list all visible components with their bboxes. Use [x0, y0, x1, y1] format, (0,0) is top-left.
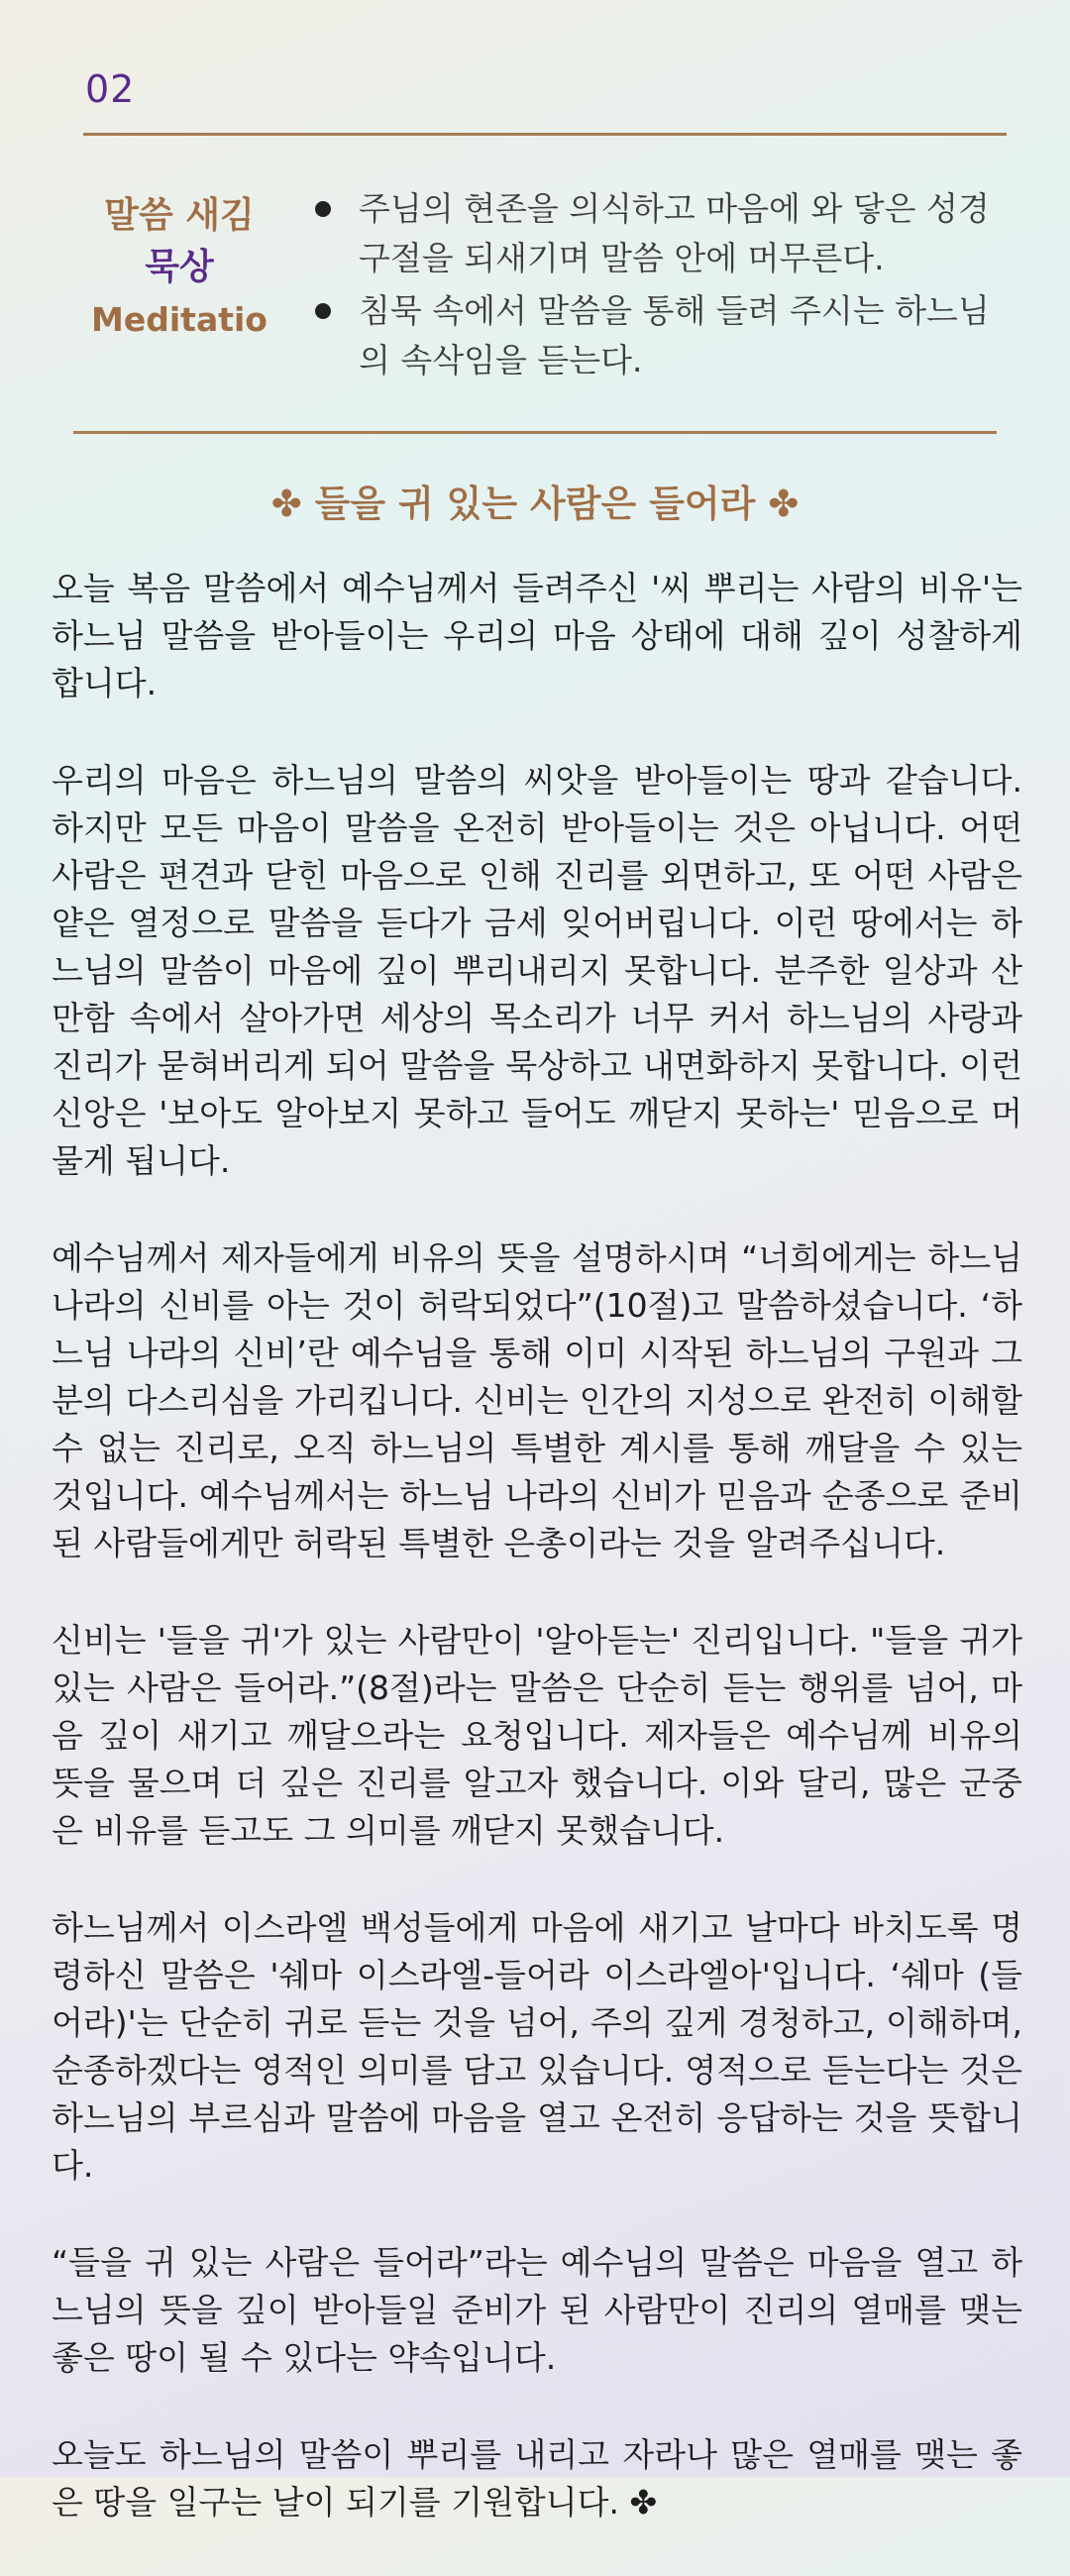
bottom-divider: [73, 431, 997, 434]
side-title-korean: 말씀 새김: [104, 195, 255, 236]
paragraph: 예수님께서 제자들에게 비유의 뜻을 설명하시며 “너희에게는 하느님 나라의 신비를 아는 것이 허락되었다”(10절)고 말씀하셨습니다. ‘하느님 나라의 신비’란 예수님을 통해 이미 시작된 하느님의 구원과 그분의 다스리심을 가리킵니다. 신비는 인간의 지성으로 완전히 이해할 수 없는 진리로, 오직 하느님의 특별한 계시를 통해 깨달을 수 있는 것입니다. 예수님께서는 하느님 나라의 신비가 믿음과 순종으로 준비된 사람들에게만 허락된 특별한 은총이라는 것을 알려주십니다.: [52, 1238, 1022, 1562]
side-title: [75, 190, 283, 347]
paragraph: 하느님께서 이스라엘 백성들에게 마음에 새기고 날마다 바치도록 명령하신 말씀은 '쉐마 이스라엘-들어라 이스라엘아'입니다. ‘쉐마 (들어라)'는 단순히 귀로 듣는 것을 넘어, 주의 깊게 경청하고, 이해하며, 순종하겠다는 영적인 의미를 담고 있습니다. 영적으로 듣는다는 것은 하느님의 부르심과 말씀에 마음을 열고 온전히 응답하는 것을 뜻합니다.: [52, 1908, 1022, 2185]
paragraph: “들을 귀 있는 사람은 들어라”라는 예수님의 말씀은 마음을 열고 하느님의 뜻을 깊이 받아들일 준비가 된 사람만이 진리의 열매를 맺는 좋은 땅이 될 수 있다는 약속입니다.: [52, 2243, 1022, 2377]
instruction-item: [315, 184, 1009, 283]
side-title-meditation: 묵상: [145, 247, 214, 287]
reflection-body: [52, 565, 1022, 2576]
bullet-icon: [315, 201, 331, 217]
top-divider: [83, 133, 1007, 136]
paragraph: 오늘도 하느님의 말씀이 뿌리를 내리고 자라나 많은 열매를 맺는 좋은 땅을 일구는 날이 되기를 기원합니다. ✤: [52, 2435, 1022, 2522]
side-title-latin: Meditatio: [91, 300, 268, 339]
instruction-text: 주님의 현존을 의식하고 마음에 와 닿은 성경구절을 되새기며 말씀 안에 머무른다.: [359, 189, 990, 277]
headline-text: 들을 귀 있는 사람은 들어라: [314, 483, 756, 525]
paragraph: 오늘 복음 말씀에서 예수님께서 들려주신 '씨 뿌리는 사람의 비유'는 하느님 말씀을 받아들이는 우리의 마음 상태에 대해 깊이 성찰하게 합니다.: [52, 569, 1022, 702]
headline: [0, 474, 1070, 527]
paragraph: 신비는 '들을 귀'가 있는 사람만이 '알아듣는' 진리입니다. "들을 귀가 있는 사람은 들어라.”(8절)라는 말씀은 단순히 듣는 행위를 넘어, 마음 깊이 새기고 깨달으라는 요청입니다. 제자들은 예수님께 비유의 뜻을 물으며 더 깊은 진리를 알고자 했습니다. 이와 달리, 많은 군중은 비유를 듣고도 그 의미를 깨닫지 못했습니다.: [52, 1621, 1022, 1850]
instruction-list: [315, 184, 1009, 388]
clover-ornament-icon: ✤: [768, 483, 800, 525]
clover-ornament-icon: ✤: [270, 483, 302, 525]
paragraph: 우리의 마음은 하느님의 말씀의 씨앗을 받아들이는 땅과 같습니다. 하지만 모든 마음이 말씀을 온전히 받아들이는 것은 아닙니다. 어떤 사람은 편견과 닫힌 마음으로 인해 진리를 외면하고, 또 어떤 사람은 얕은 열정으로 말씀을 듣다가 금세 잊어버립니다. 이런 땅에서는 하느님의 말씀이 마음에 깊이 뿌리내리지 못합니다. 분주한 일상과 산만함 속에서 살아가면 세상의 목소리가 너무 커서 하느님의 사랑과 진리가 묻혀버리게 되어 말씀을 묵상하고 내면화하지 못합니다. 이런 신앙은 '보아도 알아보지 못하고 들어도 깨닫지 못하는' 믿음으로 머물게 됩니다.: [52, 761, 1022, 1180]
section-number: 02: [85, 67, 136, 111]
instruction-item: [315, 286, 1009, 385]
bullet-icon: [315, 303, 331, 319]
instruction-text: 침묵 속에서 말씀을 통해 들려 주시는 하느님의 속삭임을 듣는다.: [359, 291, 990, 379]
